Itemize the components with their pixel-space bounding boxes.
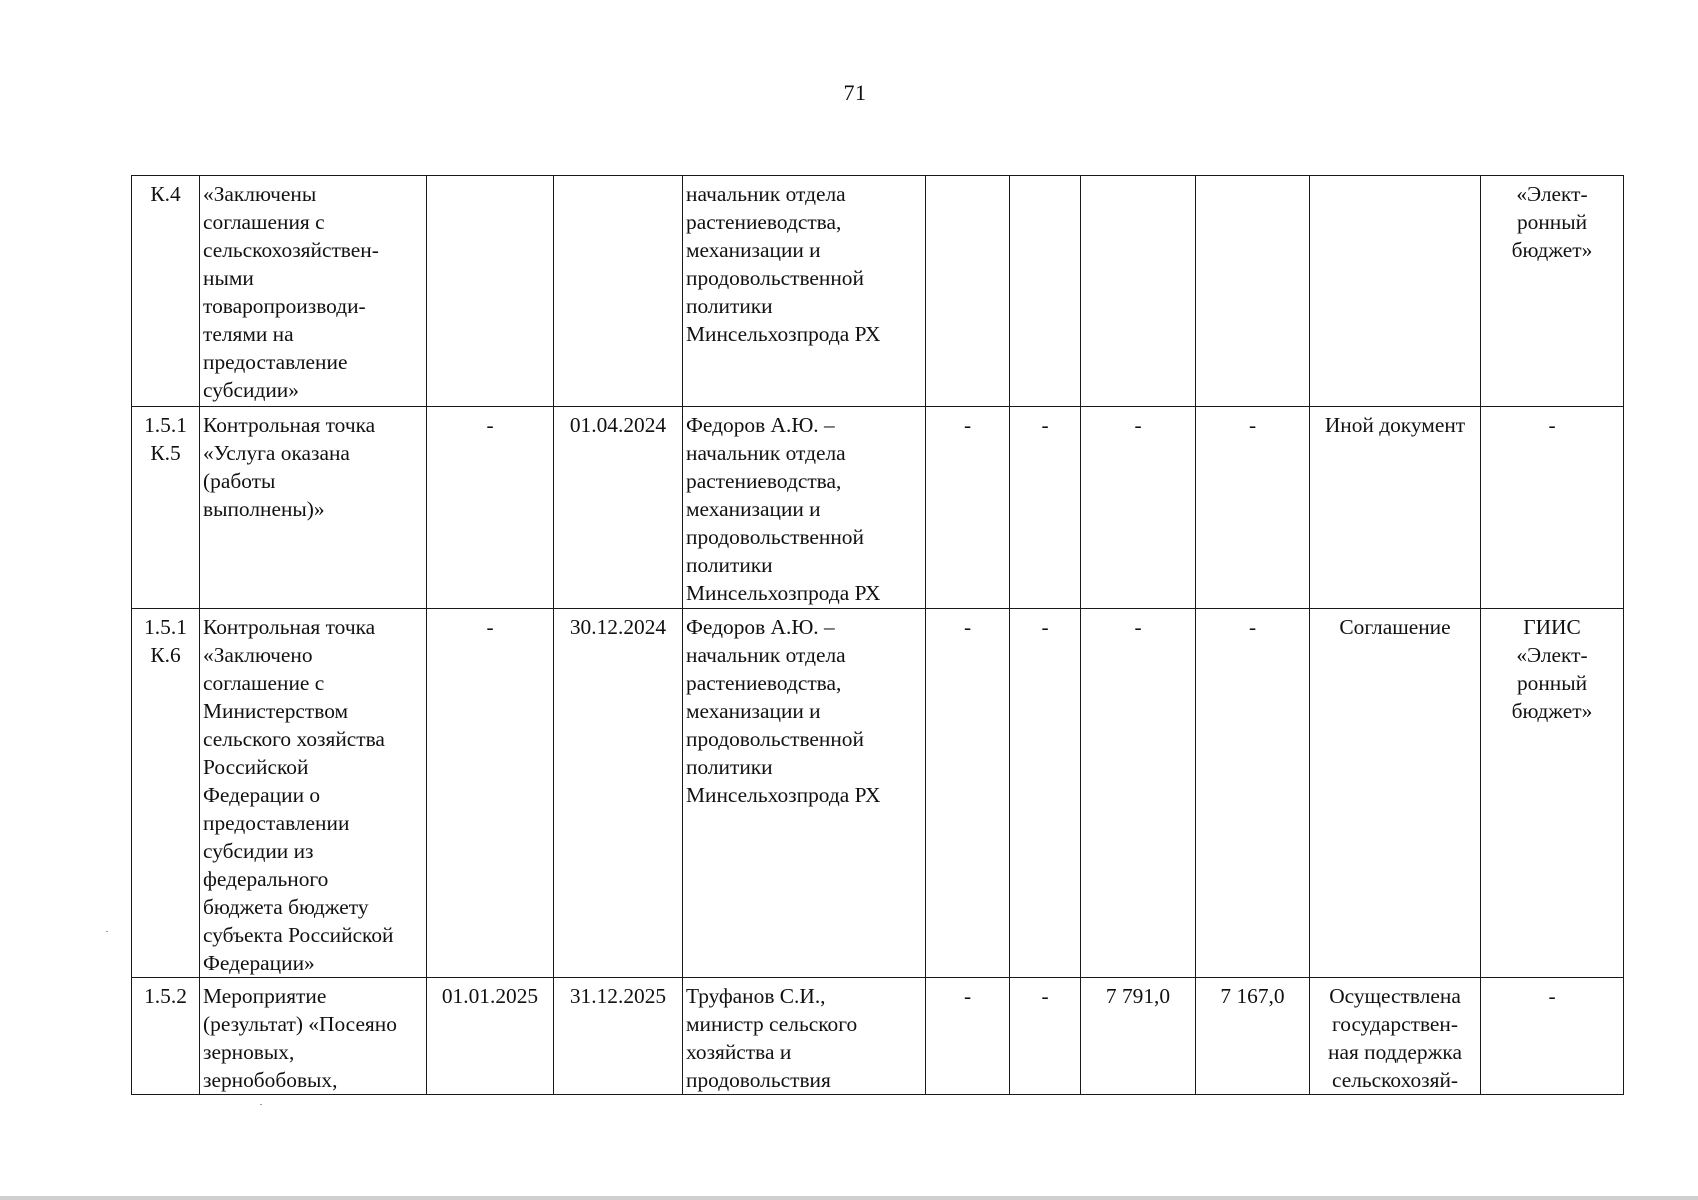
document-type: Соглашение — [1310, 609, 1481, 978]
value-2: - — [1010, 609, 1081, 978]
end-date — [554, 176, 683, 407]
table-row — [132, 609, 1624, 978]
value-1 — [926, 176, 1010, 407]
information-system: - — [1481, 407, 1624, 609]
value-3 — [1081, 176, 1196, 407]
page-bottom-edge — [0, 1196, 1698, 1200]
information-system: - — [1481, 978, 1624, 1095]
value-2 — [1010, 176, 1081, 407]
end-date: 31.12.2025 — [554, 978, 683, 1095]
plan-table — [131, 175, 1624, 1095]
table-row — [132, 176, 1624, 407]
row-number: 1.5.2 — [132, 978, 200, 1095]
responsible: Труфанов С.И., министр сельского хозяйства и продовольствия — [683, 978, 926, 1095]
row-name: Мероприятие (результат) «Посеяно зерновых, зернобобовых, — [200, 978, 427, 1095]
value-3: 7 791,0 — [1081, 978, 1196, 1095]
row-name: «Заключены соглашения с сельскохозяйствен- ными товаропроизводи- телями на предоставление субсидии» — [200, 176, 427, 407]
start-date: 01.01.2025 — [427, 978, 554, 1095]
value-2: - — [1010, 978, 1081, 1095]
row-number: 1.5.1 К.6 — [132, 609, 200, 978]
value-4: - — [1196, 407, 1310, 609]
end-date: 30.12.2024 — [554, 609, 683, 978]
value-4: - — [1196, 609, 1310, 978]
information-system: ГИИС «Элект- ронный бюджет» — [1481, 609, 1624, 978]
scan-speck — [260, 1104, 262, 1105]
value-1: - — [926, 978, 1010, 1095]
value-1: - — [926, 407, 1010, 609]
table-row — [132, 978, 1624, 1095]
document-type — [1310, 176, 1481, 407]
responsible: Федоров А.Ю. – начальник отдела растениеводства, механизации и продовольственной политики Минсельхозпрода РХ — [683, 407, 926, 609]
row-name: Контрольная точка «Услуга оказана (работы выполнены)» — [200, 407, 427, 609]
document-type: Осуществлена государствен- ная поддержка сельскохозяй- — [1310, 978, 1481, 1095]
responsible: Федоров А.Ю. – начальник отдела растениеводства, механизации и продовольственной политики Минсельхозпрода РХ — [683, 609, 926, 978]
start-date — [427, 176, 554, 407]
information-system: «Элект- ронный бюджет» — [1481, 176, 1624, 407]
document-type: Иной документ — [1310, 407, 1481, 609]
row-name: Контрольная точка «Заключено соглашение с Министерством сельского хозяйства Российской Федерации о предоставлении субсидии из федерального бюджета бюджету субъекта Российской Федерации» — [200, 609, 427, 978]
end-date: 01.04.2024 — [554, 407, 683, 609]
value-2: - — [1010, 407, 1081, 609]
row-number: 1.5.1 К.5 — [132, 407, 200, 609]
start-date: - — [427, 609, 554, 978]
table-row — [132, 407, 1624, 609]
value-1: - — [926, 609, 1010, 978]
responsible: начальник отдела растениеводства, механизации и продовольственной политики Минсельхозпрода РХ — [683, 176, 926, 407]
start-date: - — [427, 407, 554, 609]
scan-speck — [106, 931, 108, 932]
row-number: К.4 — [132, 176, 200, 407]
value-3: - — [1081, 407, 1196, 609]
value-4: 7 167,0 — [1196, 978, 1310, 1095]
value-3: - — [1081, 609, 1196, 978]
page-number: 71 — [843, 80, 867, 105]
value-4 — [1196, 176, 1310, 407]
